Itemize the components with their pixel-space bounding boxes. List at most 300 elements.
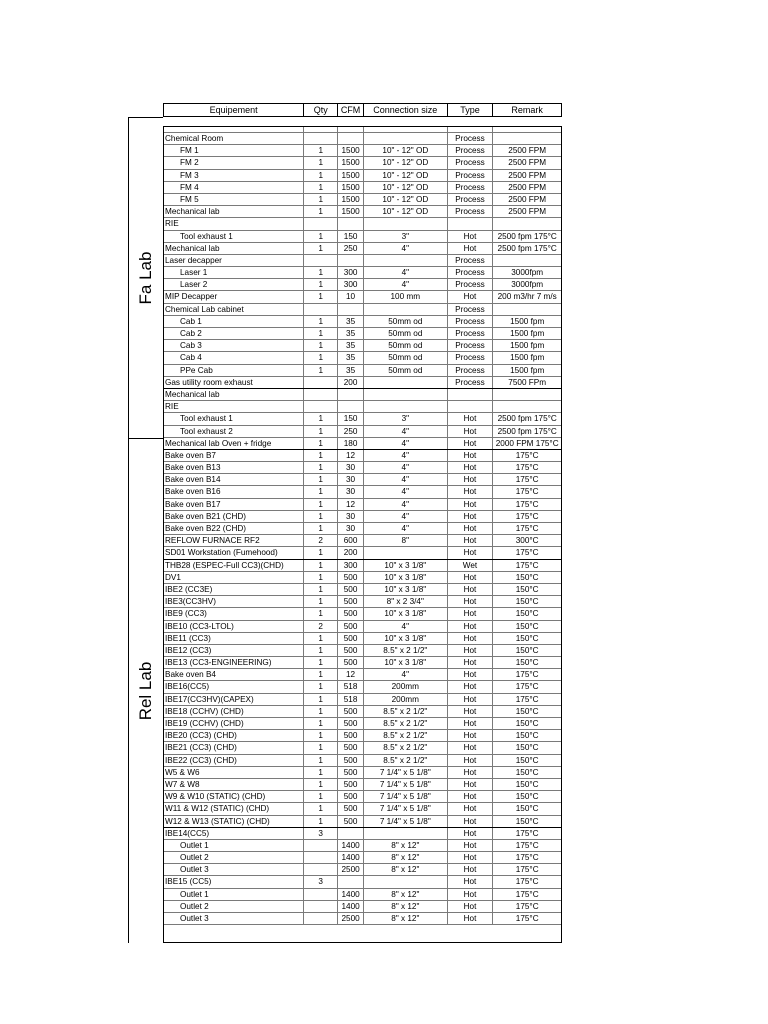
cell-equipement: Tool exhaust 2 — [164, 426, 304, 437]
cell-cfm: 35 — [338, 316, 364, 327]
cell-equipement: FM 3 — [164, 170, 304, 181]
cell-equipement: FM 2 — [164, 157, 304, 168]
cell-equipement: Outlet 1 — [164, 889, 304, 900]
cell-qty: 1 — [304, 718, 338, 729]
table-row — [164, 328, 561, 340]
cell-cfm — [338, 828, 364, 839]
table-row — [164, 401, 561, 413]
cell-type: Hot — [448, 828, 494, 839]
header-cfm: CFM — [338, 104, 364, 116]
cell-remark: 7500 FPm — [508, 377, 547, 387]
cell-equipement: Mechanical lab — [164, 243, 304, 254]
cell-cfm: 10 — [338, 291, 364, 302]
cell-connection-size: 8" x 2 3/4" — [364, 596, 448, 607]
cell-equipement: Chemical Room — [164, 133, 304, 144]
cell-cfm — [338, 133, 364, 144]
cell-qty — [304, 127, 338, 132]
cell-remark: 150°C — [515, 755, 539, 765]
cell-remark: 2500 FPM — [508, 182, 547, 192]
cell-type: Hot — [448, 462, 494, 473]
cell-qty — [304, 389, 338, 400]
table-row — [164, 669, 561, 681]
cell-cfm: 500 — [338, 596, 364, 607]
group-label-rel-lab: Rel Lab — [135, 661, 155, 721]
cell-remark: 175°C — [515, 877, 539, 887]
cell-remark: 150°C — [515, 572, 539, 582]
cell-equipement: Laser decapper — [164, 255, 304, 266]
cell-qty: 1 — [304, 803, 338, 814]
table-row — [164, 279, 561, 291]
cell-connection-size: 3" — [364, 231, 448, 242]
cell-equipement: FM 1 — [164, 145, 304, 156]
cell-cfm: 518 — [338, 694, 364, 705]
cell-remark: 3000fpm — [511, 280, 544, 290]
cell-cfm: 500 — [338, 706, 364, 717]
cell-cfm: 250 — [338, 243, 364, 254]
cell-connection-size: 50mm od — [364, 328, 448, 339]
cell-remark: 150°C — [515, 584, 539, 594]
cell-equipement: IBE21 (CC3) (CHD) — [164, 742, 304, 753]
cell-connection-size: 8.5" x 2 1/2" — [364, 742, 448, 753]
cell-cfm: 500 — [338, 816, 364, 827]
cell-qty: 1 — [304, 584, 338, 595]
cell-connection-size: 8.5" x 2 1/2" — [364, 755, 448, 766]
cell-equipement: FM 4 — [164, 182, 304, 193]
cell-qty: 1 — [304, 816, 338, 827]
table-row — [164, 852, 561, 864]
cell-remark: 150°C — [515, 816, 539, 826]
table-row — [164, 840, 561, 852]
cell-connection-size: 50mm od — [364, 365, 448, 376]
cell-type: Hot — [448, 681, 494, 692]
table-row — [164, 365, 561, 377]
group-label-fa-lab: Fa Lab — [135, 251, 155, 305]
cell-remark: 1500 fpm — [510, 341, 545, 351]
cell-equipement: IBE2 (CC3E) — [164, 584, 304, 595]
cell-remark: 2500 FPM — [508, 146, 547, 156]
table-row — [164, 608, 561, 620]
cell-remark: 2500 fpm 175°C — [497, 426, 557, 436]
header-connection-size: Connection size — [364, 104, 448, 116]
cell-equipement: Cab 4 — [164, 352, 304, 363]
cell-remark — [493, 218, 561, 229]
cell-equipement: IBE18 (CCHV) (CHD) — [164, 706, 304, 717]
cell-connection-size: 4" — [364, 450, 448, 461]
cell-type: Process — [448, 340, 494, 351]
cell-qty: 1 — [304, 438, 338, 449]
cell-connection-size: 3" — [364, 413, 448, 424]
table-row — [164, 706, 561, 718]
cell-type — [448, 389, 494, 400]
cell-remark: 2000 FPM 175°C — [495, 438, 559, 448]
cell-type: Hot — [448, 413, 494, 424]
cell-cfm: 300 — [338, 267, 364, 278]
cell-cfm — [338, 218, 364, 229]
table-row — [164, 657, 561, 669]
cell-connection-size: 4" — [364, 486, 448, 497]
cell-remark: 175°C — [515, 694, 539, 704]
table-row — [164, 304, 561, 316]
cell-remark: 175°C — [515, 670, 539, 680]
table-row — [164, 742, 561, 754]
cell-connection-size: 10" - 12" OD — [364, 194, 448, 205]
cell-connection-size: 7 1/4" x 5 1/8" — [364, 779, 448, 790]
cell-remark: 300°C — [515, 536, 539, 546]
table-row — [164, 438, 561, 450]
cell-type: Hot — [448, 535, 494, 546]
cell-remark: 175°C — [515, 914, 539, 923]
cell-type: Hot — [448, 621, 494, 632]
cell-connection-size: 4" — [364, 474, 448, 485]
cell-qty: 1 — [304, 291, 338, 302]
cell-cfm: 12 — [338, 499, 364, 510]
cell-remark: 150°C — [515, 633, 539, 643]
cell-qty: 1 — [304, 474, 338, 485]
cell-type: Hot — [448, 243, 494, 254]
table-row — [164, 450, 561, 462]
cell-remark: 150°C — [515, 792, 539, 802]
cell-cfm: 500 — [338, 767, 364, 778]
cell-qty: 1 — [304, 669, 338, 680]
cell-qty — [304, 401, 338, 412]
cell-type — [448, 401, 494, 412]
cell-connection-size: 7 1/4" x 5 1/8" — [364, 803, 448, 814]
cell-equipement: Outlet 1 — [164, 840, 304, 851]
cell-connection-size: 200mm — [364, 681, 448, 692]
cell-cfm: 500 — [338, 779, 364, 790]
cell-type: Hot — [448, 901, 494, 912]
cell-type: Hot — [448, 584, 494, 595]
cell-connection-size — [364, 127, 448, 132]
cell-connection-size: 4" — [364, 462, 448, 473]
cell-cfm: 35 — [338, 340, 364, 351]
cell-connection-size: 8.5" x 2 1/2" — [364, 730, 448, 741]
table-row — [164, 511, 561, 523]
cell-remark: 175°C — [515, 828, 539, 838]
cell-equipement: IBE15 (CC5) — [164, 876, 304, 887]
cell-remark: 2500 fpm 175°C — [497, 231, 557, 241]
cell-connection-size: 50mm od — [364, 340, 448, 351]
cell-equipement: W5 & W6 — [164, 767, 304, 778]
cell-connection-size — [364, 133, 448, 144]
table-row — [164, 426, 561, 438]
cell-cfm: 35 — [338, 328, 364, 339]
cell-type: Hot — [448, 791, 494, 802]
cell-equipement: THB28 (ESPEC-Full CC3)(CHD) — [164, 560, 304, 571]
cell-connection-size — [364, 876, 448, 887]
cell-cfm — [338, 304, 364, 315]
cell-connection-size: 4" — [364, 267, 448, 278]
cell-type: Hot — [448, 572, 494, 583]
cell-cfm: 500 — [338, 572, 364, 583]
table-row — [164, 828, 561, 840]
cell-remark — [493, 133, 561, 144]
cell-connection-size: 4" — [364, 499, 448, 510]
table-row — [164, 523, 561, 535]
table-row — [164, 486, 561, 498]
cell-cfm: 500 — [338, 803, 364, 814]
cell-remark: 175°C — [515, 511, 539, 521]
cell-type: Hot — [448, 426, 494, 437]
cell-remark: 2500 FPM — [508, 158, 547, 168]
cell-equipement: PPe Cab — [164, 365, 304, 376]
cell-type: Hot — [448, 657, 494, 668]
table-row — [164, 816, 561, 828]
cell-equipement: RIE — [164, 401, 304, 412]
cell-qty: 1 — [304, 596, 338, 607]
table-row — [164, 133, 561, 145]
cell-type: Hot — [448, 876, 494, 887]
cell-connection-size: 50mm od — [364, 316, 448, 327]
table-row — [164, 413, 561, 425]
cell-remark: 175°C — [515, 450, 539, 460]
cell-connection-size: 4" — [364, 523, 448, 534]
cell-qty: 1 — [304, 511, 338, 522]
cell-qty: 1 — [304, 352, 338, 363]
cell-cfm: 2500 — [338, 913, 364, 924]
cell-connection-size: 10" - 12" OD — [364, 206, 448, 217]
cell-type: Hot — [448, 474, 494, 485]
cell-remark — [493, 401, 561, 412]
cell-connection-size — [364, 377, 448, 388]
cell-qty: 1 — [304, 486, 338, 497]
cell-remark: 150°C — [515, 609, 539, 619]
cell-type: Hot — [448, 767, 494, 778]
table-row — [164, 340, 561, 352]
cell-qty: 1 — [304, 365, 338, 376]
cell-cfm: 500 — [338, 730, 364, 741]
cell-remark: 1500 fpm — [510, 329, 545, 338]
cell-equipement: IBE14(CC5) — [164, 828, 304, 839]
cell-connection-size: 4" — [364, 621, 448, 632]
cell-remark: 175°C — [515, 853, 539, 863]
cell-qty: 1 — [304, 243, 338, 254]
cell-remark: 2500 fpm 175°C — [497, 243, 557, 253]
table-row — [164, 876, 561, 888]
cell-cfm: 1500 — [338, 206, 364, 217]
cell-type: Process — [448, 170, 494, 181]
cell-qty: 1 — [304, 231, 338, 242]
table-row — [164, 901, 561, 913]
cell-connection-size: 100 mm — [364, 291, 448, 302]
cell-remark: 150°C — [515, 719, 539, 728]
cell-qty: 1 — [304, 791, 338, 802]
cell-cfm: 1500 — [338, 145, 364, 156]
cell-type: Hot — [448, 718, 494, 729]
cell-qty — [304, 889, 338, 900]
cell-connection-size — [364, 304, 448, 315]
cell-connection-size — [364, 828, 448, 839]
cell-cfm: 500 — [338, 584, 364, 595]
table-row — [164, 803, 561, 815]
cell-qty: 1 — [304, 694, 338, 705]
cell-type: Hot — [448, 291, 494, 302]
cell-cfm — [338, 127, 364, 132]
table-row — [164, 791, 561, 803]
cell-qty — [304, 255, 338, 266]
cell-equipement: Laser 2 — [164, 279, 304, 290]
cell-qty: 1 — [304, 328, 338, 339]
table-row — [164, 462, 561, 474]
cell-type: Hot — [448, 499, 494, 510]
table-row — [164, 755, 561, 767]
cell-cfm: 300 — [338, 560, 364, 571]
cell-remark: 150°C — [515, 779, 539, 789]
cell-remark: 175°C — [515, 548, 539, 558]
cell-remark: 175°C — [515, 524, 539, 533]
table-row — [164, 560, 561, 572]
table-row — [164, 377, 561, 389]
cell-equipement: Laser 1 — [164, 267, 304, 278]
cell-cfm: 30 — [338, 462, 364, 473]
cell-type: Hot — [448, 852, 494, 863]
cell-connection-size: 4" — [364, 438, 448, 449]
table-row — [164, 255, 561, 267]
cell-type: Hot — [448, 864, 494, 875]
cell-cfm — [338, 876, 364, 887]
cell-type: Hot — [448, 231, 494, 242]
cell-remark: 175°C — [515, 499, 539, 509]
cell-cfm: 180 — [338, 438, 364, 449]
cell-type: Hot — [448, 840, 494, 851]
table-row — [164, 730, 561, 742]
cell-cfm: 500 — [338, 633, 364, 644]
cell-connection-size: 10" - 12" OD — [364, 157, 448, 168]
cell-connection-size: 50mm od — [364, 352, 448, 363]
cell-type: Hot — [448, 669, 494, 680]
cell-equipement: DV1 — [164, 572, 304, 583]
table-row — [164, 231, 561, 243]
table-row — [164, 645, 561, 657]
table-row — [164, 206, 561, 218]
cell-equipement: Cab 2 — [164, 328, 304, 339]
cell-equipement: W7 & W8 — [164, 779, 304, 790]
cell-connection-size: 10" x 3 1/8" — [364, 572, 448, 583]
cell-type — [448, 127, 494, 132]
cell-qty: 1 — [304, 706, 338, 717]
table-row — [164, 243, 561, 255]
cell-qty: 1 — [304, 206, 338, 217]
cell-cfm: 30 — [338, 523, 364, 534]
table-row — [164, 694, 561, 706]
cell-qty: 1 — [304, 267, 338, 278]
cell-equipement: Cab 3 — [164, 340, 304, 351]
cell-remark: 150°C — [515, 658, 539, 668]
header-qty: Qty — [304, 104, 338, 116]
table-row — [164, 170, 561, 182]
cell-equipement: Bake oven B13 — [164, 462, 304, 473]
cell-equipement: IBE3(CC3HV) — [164, 596, 304, 607]
cell-qty: 1 — [304, 633, 338, 644]
cell-type — [448, 218, 494, 229]
cell-connection-size: 10" x 3 1/8" — [364, 584, 448, 595]
table-row — [164, 145, 561, 157]
cell-connection-size: 10" x 3 1/8" — [364, 633, 448, 644]
cell-equipement: W9 & W10 (STATIC) (CHD) — [164, 791, 304, 802]
cell-cfm: 1500 — [338, 157, 364, 168]
cell-remark: 200 m3/hr 7 m/s — [497, 292, 557, 302]
cell-cfm: 150 — [338, 413, 364, 424]
cell-remark: 3000fpm — [511, 268, 544, 278]
cell-qty: 2 — [304, 621, 338, 632]
cell-remark: 150°C — [515, 621, 539, 631]
cell-qty: 1 — [304, 413, 338, 424]
cell-cfm: 150 — [338, 231, 364, 242]
cell-equipement: Outlet 3 — [164, 913, 304, 924]
cell-cfm: 500 — [338, 791, 364, 802]
table-row — [164, 779, 561, 791]
cell-qty: 1 — [304, 681, 338, 692]
cell-cfm: 250 — [338, 426, 364, 437]
table-header — [163, 103, 562, 117]
cell-remark: 175°C — [515, 560, 539, 570]
cell-connection-size: 7 1/4" x 5 1/8" — [364, 767, 448, 778]
cell-connection-size: 7 1/4" x 5 1/8" — [364, 791, 448, 802]
cell-type: Hot — [448, 779, 494, 790]
cell-remark: 150°C — [515, 731, 539, 741]
cell-remark: 175°C — [515, 840, 539, 850]
cell-qty: 1 — [304, 194, 338, 205]
table-row — [164, 572, 561, 584]
cell-type: Process — [448, 133, 494, 144]
cell-remark — [493, 304, 561, 315]
cell-qty: 1 — [304, 608, 338, 619]
table-row — [164, 474, 561, 486]
table-row — [164, 889, 561, 901]
cell-qty: 1 — [304, 182, 338, 193]
table-row — [164, 499, 561, 511]
header-type: Type — [448, 104, 494, 116]
cell-type: Hot — [448, 523, 494, 534]
cell-remark: 1500 fpm — [510, 365, 545, 375]
cell-connection-size: 10" - 12" OD — [364, 145, 448, 156]
table-row — [164, 535, 561, 547]
cell-qty: 1 — [304, 145, 338, 156]
cell-cfm: 200 — [338, 377, 364, 388]
table-row — [164, 316, 561, 328]
cell-cfm: 1400 — [338, 889, 364, 900]
cell-qty: 3 — [304, 876, 338, 887]
cell-qty — [304, 377, 338, 388]
table-row — [164, 767, 561, 779]
cell-connection-size: 10" x 3 1/8" — [364, 657, 448, 668]
table-row — [164, 157, 561, 169]
cell-cfm: 1400 — [338, 840, 364, 851]
cell-type: Hot — [448, 889, 494, 900]
cell-type: Process — [448, 255, 494, 266]
cell-qty: 1 — [304, 547, 338, 558]
cell-qty: 1 — [304, 340, 338, 351]
cell-equipement: Mechanical lab Oven + fridge — [164, 438, 304, 449]
cell-connection-size: 8.5" x 2 1/2" — [364, 706, 448, 717]
cell-equipement — [164, 127, 304, 132]
cell-type: Hot — [448, 645, 494, 656]
header-remark: Remark — [511, 105, 543, 115]
cell-equipement: IBE9 (CC3) — [164, 608, 304, 619]
cell-remark: 175°C — [515, 475, 539, 485]
cell-equipement: Outlet 2 — [164, 901, 304, 912]
cell-type: Process — [448, 145, 494, 156]
equipment-table — [163, 126, 562, 943]
cell-cfm — [338, 401, 364, 412]
cell-cfm: 600 — [338, 535, 364, 546]
cell-qty: 1 — [304, 730, 338, 741]
table-row — [164, 621, 561, 633]
cell-cfm: 500 — [338, 742, 364, 753]
cell-type: Hot — [448, 547, 494, 558]
cell-remark: 2500 FPM — [508, 170, 547, 180]
cell-equipement: IBE22 (CC3) (CHD) — [164, 755, 304, 766]
